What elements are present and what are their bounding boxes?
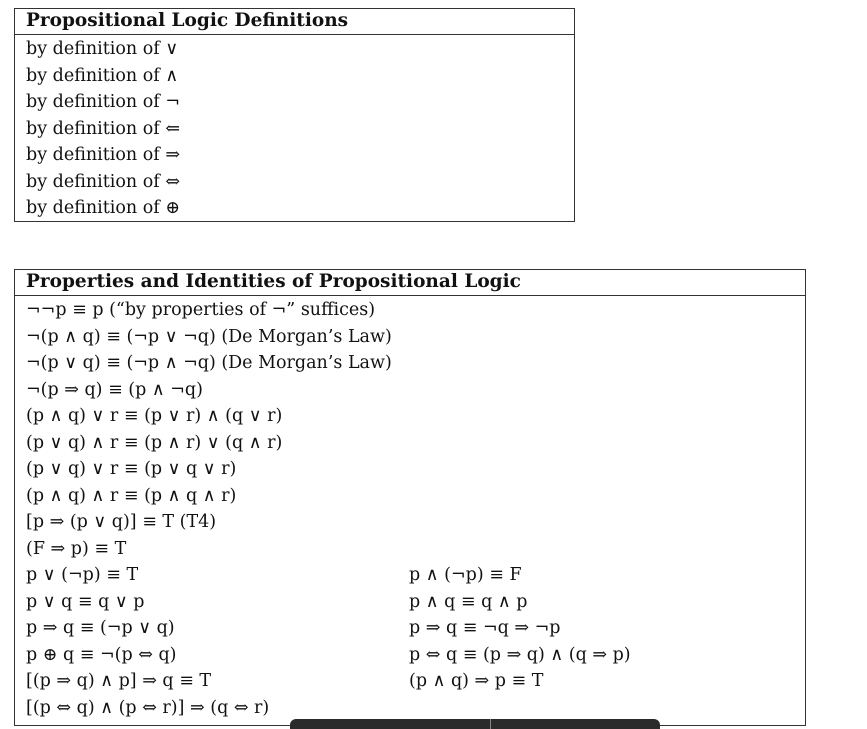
- properties-table: [14, 269, 806, 726]
- definitions-table: [14, 8, 575, 222]
- property-left: p ∨ q ≡ q ∨ p: [26, 591, 145, 612]
- property-left: ¬¬p ≡ p (“by properties of ¬” suffices): [26, 300, 376, 320]
- definition-row: by definition of ¬: [26, 92, 180, 112]
- property-left: p ∨ (¬p) ≡ T: [26, 565, 139, 585]
- definition-row: by definition of ∨: [26, 39, 179, 59]
- property-right: p ∧ (¬p) ≡ F: [409, 565, 522, 585]
- property-left: [(p ⇒ q) ∧ p] ⇒ q ≡ T: [26, 671, 212, 691]
- property-right: p ⇒ q ≡ ¬q ⇒ ¬p: [409, 618, 561, 638]
- definition-row: by definition of ⇐: [26, 118, 180, 139]
- property-row: [15, 509, 805, 536]
- property-left: p ⇒ q ≡ (¬p ∨ q): [26, 618, 175, 638]
- property-row: [15, 324, 805, 351]
- property-right: p ∧ q ≡ q ∧ p: [409, 591, 528, 612]
- property-row: [15, 430, 805, 457]
- properties-rows: [15, 296, 805, 721]
- definition-row: by definition of ∧: [26, 65, 179, 86]
- property-row: [15, 377, 805, 404]
- property-row: [15, 668, 805, 695]
- property-row: [15, 562, 805, 589]
- property-left: [(p ⇔ q) ∧ (p ⇔ r)] ⇒ (q ⇔ r): [26, 697, 270, 718]
- property-left: (p ∨ q) ∧ r ≡ (p ∧ r) ∨ (q ∧ r): [26, 432, 283, 453]
- property-left: ¬(p ∧ q) ≡ (¬p ∨ ¬q) (De Morgan’s Law): [26, 326, 392, 347]
- property-row: [15, 350, 805, 377]
- property-left: (F ⇒ p) ≡ T: [26, 538, 127, 559]
- property-left: [p ⇒ (p ∨ q)] ≡ T (T4): [26, 512, 217, 532]
- property-row: [15, 589, 805, 616]
- property-row: [15, 536, 805, 563]
- definitions-title: Propositional Logic Definitions: [15, 9, 574, 35]
- properties-title: Properties and Identities of Propositional Logic: [15, 270, 805, 296]
- definition-row: by definition of ⊕: [26, 198, 180, 218]
- property-row: [15, 456, 805, 483]
- property-left: ¬(p ⇒ q) ≡ (p ∧ ¬q): [26, 379, 203, 400]
- property-right: (p ∧ q) ⇒ p ≡ T: [409, 671, 544, 691]
- property-right: p ⇔ q ≡ (p ⇒ q) ∧ (q ⇒ p): [409, 644, 631, 665]
- property-left: (p ∧ q) ∨ r ≡ (p ∨ r) ∧ (q ∨ r): [26, 406, 283, 426]
- property-row: [15, 403, 805, 430]
- property-row: [15, 695, 805, 722]
- property-row: [15, 483, 805, 510]
- property-row: [15, 642, 805, 669]
- definitions-rows: [15, 35, 574, 222]
- property-left: ¬(p ∨ q) ≡ (¬p ∧ ¬q) (De Morgan’s Law): [26, 353, 392, 373]
- property-left: (p ∨ q) ∨ r ≡ (p ∨ q ∨ r): [26, 459, 237, 479]
- property-left: p ⊕ q ≡ ¬(p ⇔ q): [26, 644, 177, 665]
- definition-row: by definition of ⇔: [26, 171, 180, 192]
- property-left: (p ∧ q) ∧ r ≡ (p ∧ q ∧ r): [26, 485, 237, 506]
- property-row: [15, 297, 805, 324]
- property-row: [15, 615, 805, 642]
- taskbar-edge: [290, 719, 660, 729]
- definition-row: by definition of ⇒: [26, 145, 180, 165]
